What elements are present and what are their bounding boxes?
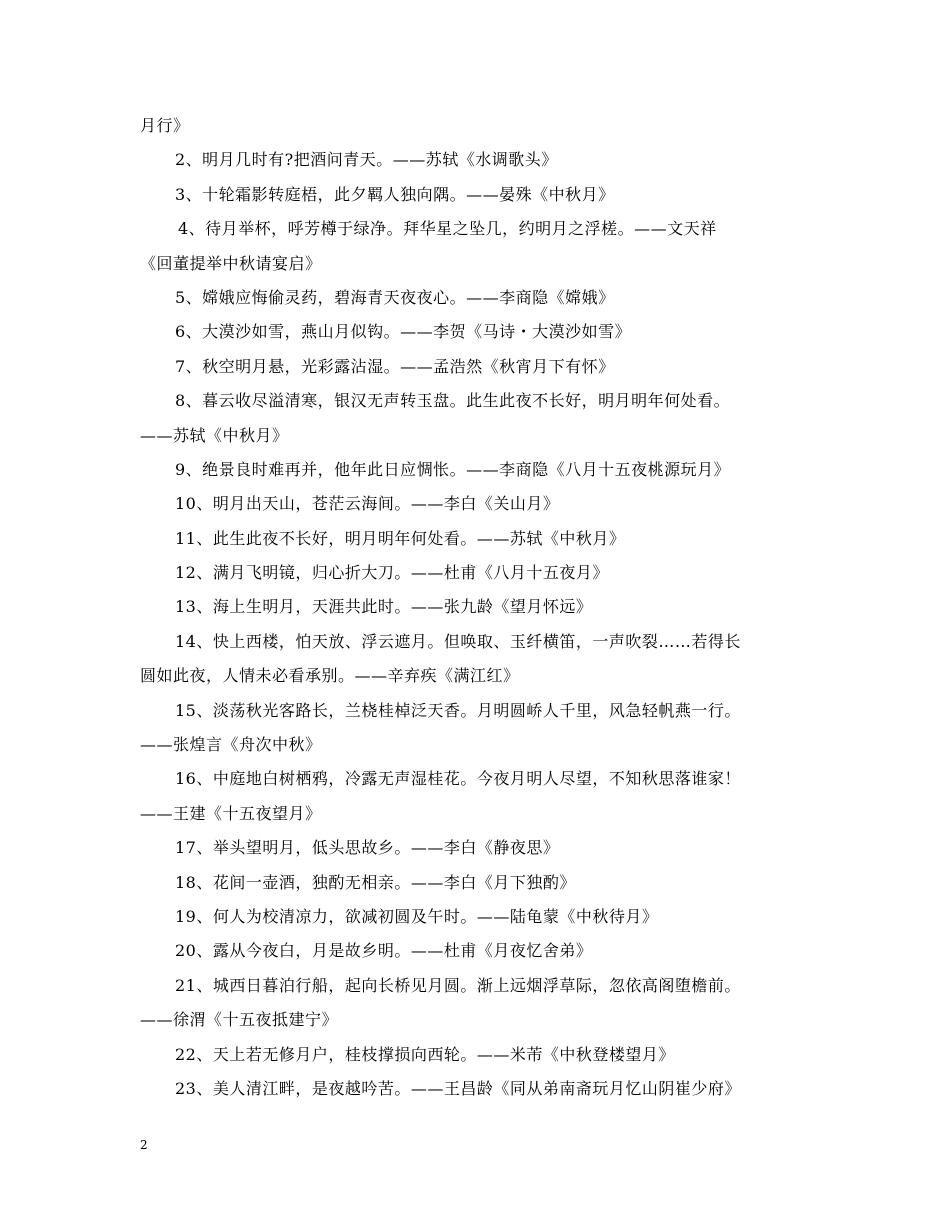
text-line: 8、暮云收尽溢清寒，银汉无声转玉盘。此生此夜不长好，明月明年何处看。 [175, 391, 731, 411]
page-number: 2 [140, 1138, 148, 1152]
text-line: 14、快上西楼，怕天放、浮云遮月。但唤取、玉纤横笛，一声吹裂……若得长 [175, 631, 741, 651]
text-line: 10、明月出天山，苍茫云海间。——李白《关山月》 [175, 494, 560, 514]
text-line: 3、十轮霜影转庭梧，此夕羁人独向隅。——晏殊《中秋月》 [175, 184, 615, 204]
text-line: 19、何人为校清凉力，欲减初圆及午时。——陆龟蒙《中秋待月》 [175, 906, 659, 926]
text-line: ——徐渭《十五夜抵建宁》 [140, 1010, 339, 1030]
text-line: 9、绝景良时难再并，他年此日应惆怅。——李商隐《八月十五夜桃源玩月》 [175, 459, 731, 479]
text-line: ——王建《十五夜望月》 [140, 803, 322, 823]
text-line: 23、美人清江畔，是夜越吟苦。——王昌龄《同从弟南斋玩月忆山阴崔少府》 [175, 1078, 741, 1098]
text-line: 4、待月举杯，呼芳樽于绿净。拜华星之坠几，约明月之浮槎。——文天祥 [178, 219, 717, 239]
text-line: 13、海上生明月，天涯共此时。——张九龄《望月怀远》 [175, 597, 593, 617]
text-line: ——苏轼《中秋月》 [140, 425, 289, 445]
text-line: 月行》 [140, 116, 190, 135]
text-line: 6、大漠沙如雪，燕山月似钩。——李贺《马诗・大漠沙如雪》 [175, 322, 632, 342]
text-line: 5、嫦娥应悔偷灵药，碧海青天夜夜心。——李商隐《嫦娥》 [175, 287, 615, 307]
text-line: 15、淡荡秋光客路长，兰桡桂棹泛天香。月明圆峤人千里，风急轻帆燕一行。 [175, 700, 741, 720]
text-line: ——张煌言《舟次中秋》 [140, 735, 322, 755]
text-line: 12、满月飞明镜，归心折大刀。——杜甫《八月十五夜月》 [175, 563, 609, 583]
document-body [140, 116, 820, 1113]
text-line: 17、举头望明月，低头思故乡。——李白《静夜思》 [175, 838, 560, 858]
text-line: 16、中庭地白树栖鸦，冷露无声湿桂花。今夜月明人尽望，不知秋思落谁家！ [175, 769, 741, 789]
text-line: 圆如此夜，人情未必看承别。——辛弃疾《满江红》 [140, 666, 520, 686]
text-line: 11、此生此夜不长好，明月明年何处看。——苏轼《中秋月》 [175, 528, 626, 548]
text-line: 21、城西日暮泊行船，起向长桥见月圆。渐上远烟浮草际，忽依高阁堕檐前。 [175, 975, 741, 995]
text-line: 22、天上若无修月户，桂枝撑损向西轮。——米芾《中秋登楼望月》 [175, 1044, 675, 1064]
text-line: 2、明月几时有?把酒问青天。——苏轼《水调歌头》 [175, 150, 558, 170]
text-line: 20、露从今夜白，月是故乡明。——杜甫《月夜忆舍弟》 [175, 941, 593, 961]
text-line: 18、花间一壶酒，独酌无相亲。——李白《月下独酌》 [175, 872, 576, 892]
text-line: 《回董提举中秋请宴启》 [140, 253, 322, 273]
text-line: 7、秋空明月悬，光彩露沾湿。——孟浩然《秋宵月下有怀》 [175, 356, 615, 376]
